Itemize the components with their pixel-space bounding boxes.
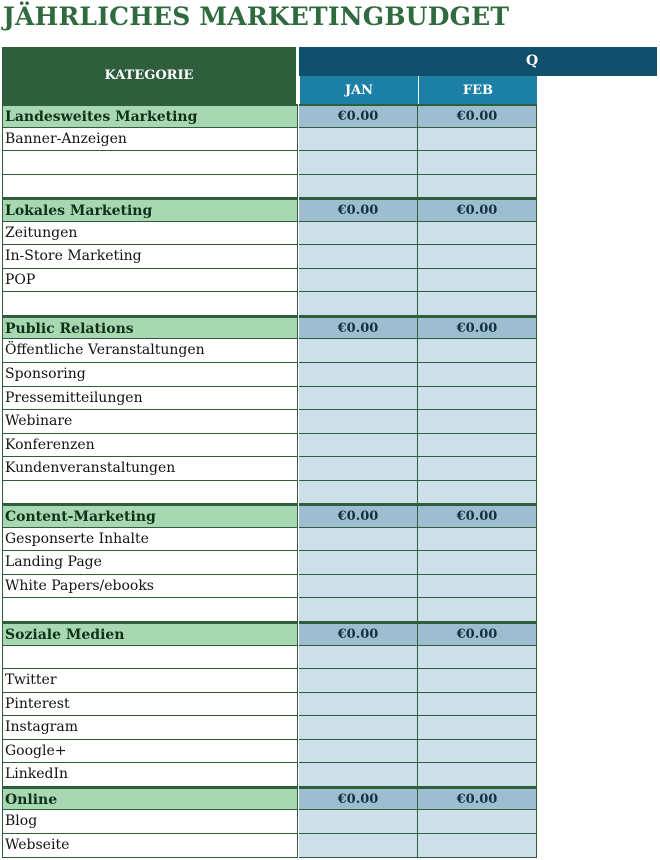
jan-value-cell[interactable]: €0.00 xyxy=(299,104,418,128)
feb-value-cell[interactable] xyxy=(418,457,537,481)
jan-value-cell[interactable] xyxy=(299,292,418,316)
jan-value-cell[interactable] xyxy=(299,810,418,834)
category-cell[interactable]: Gesponserte Inhalte xyxy=(2,528,298,552)
jan-value-cell[interactable] xyxy=(299,175,418,199)
table-row xyxy=(2,693,537,717)
category-column-header[interactable]: KATEGORIE xyxy=(2,47,298,104)
feb-value-cell[interactable] xyxy=(418,387,537,411)
category-cell[interactable] xyxy=(2,151,298,175)
category-cell[interactable]: Öffentliche Veranstaltungen xyxy=(2,339,298,363)
table-row xyxy=(2,363,537,387)
jan-value-cell[interactable] xyxy=(299,598,418,622)
feb-value-cell[interactable] xyxy=(418,528,537,552)
table-row xyxy=(2,245,537,269)
feb-value-cell[interactable] xyxy=(418,669,537,693)
jan-value-cell[interactable] xyxy=(299,363,418,387)
section-row xyxy=(2,504,537,528)
section-row xyxy=(2,104,537,128)
table-body xyxy=(2,104,537,858)
jan-value-cell[interactable]: €0.00 xyxy=(299,316,418,340)
category-cell[interactable] xyxy=(2,175,298,199)
category-cell[interactable]: White Papers/ebooks xyxy=(2,575,298,599)
jan-value-cell[interactable] xyxy=(299,245,418,269)
section-label-cell[interactable]: Lokales Marketing xyxy=(2,198,298,222)
jan-value-cell[interactable] xyxy=(299,151,418,175)
page-title: JÄHRLICHES MARKETINGBUDGET xyxy=(3,2,510,31)
category-cell[interactable]: POP xyxy=(2,269,298,293)
feb-value-cell[interactable] xyxy=(418,363,537,387)
table-row xyxy=(2,151,537,175)
table-row xyxy=(2,269,537,293)
feb-value-cell[interactable] xyxy=(418,763,537,787)
section-row xyxy=(2,198,537,222)
table-row xyxy=(2,222,537,246)
category-cell[interactable]: Zeitungen xyxy=(2,222,298,246)
table-row xyxy=(2,740,537,764)
jan-value-cell[interactable] xyxy=(299,481,418,505)
category-cell[interactable]: Landing Page xyxy=(2,551,298,575)
table-row xyxy=(2,810,537,834)
feb-value-cell[interactable] xyxy=(418,434,537,458)
jan-value-cell[interactable]: €0.00 xyxy=(299,198,418,222)
jan-value-cell[interactable] xyxy=(299,693,418,717)
jan-value-cell[interactable] xyxy=(299,387,418,411)
feb-value-cell[interactable] xyxy=(418,551,537,575)
feb-value-cell[interactable] xyxy=(418,646,537,670)
feb-value-cell[interactable] xyxy=(418,245,537,269)
jan-value-cell[interactable] xyxy=(299,222,418,246)
jan-value-cell[interactable] xyxy=(299,669,418,693)
category-cell[interactable]: Konferenzen xyxy=(2,434,298,458)
jan-value-cell[interactable]: €0.00 xyxy=(299,622,418,646)
feb-value-cell[interactable] xyxy=(418,292,537,316)
section-row xyxy=(2,622,537,646)
jan-value-cell[interactable] xyxy=(299,763,418,787)
jan-value-cell[interactable]: €0.00 xyxy=(299,787,418,811)
feb-value-cell[interactable] xyxy=(418,481,537,505)
section-label-cell[interactable]: Soziale Medien xyxy=(2,622,298,646)
table-row xyxy=(2,175,537,199)
feb-value-cell[interactable] xyxy=(418,269,537,293)
table-row xyxy=(2,292,537,316)
feb-value-cell[interactable] xyxy=(418,175,537,199)
section-row xyxy=(2,787,537,811)
jan-value-cell[interactable] xyxy=(299,128,418,152)
feb-value-cell[interactable] xyxy=(418,410,537,434)
table-row xyxy=(2,646,537,670)
feb-value-cell[interactable] xyxy=(418,339,537,363)
section-label-cell[interactable]: Landesweites Marketing xyxy=(2,104,298,128)
table-row xyxy=(2,763,537,787)
table-row xyxy=(2,410,537,434)
category-cell[interactable]: Webseite xyxy=(2,834,298,858)
category-cell[interactable]: Pinterest xyxy=(2,693,298,717)
feb-value-cell[interactable]: €0.00 xyxy=(418,316,537,340)
table-row xyxy=(2,669,537,693)
feb-value-cell[interactable] xyxy=(418,693,537,717)
feb-value-cell[interactable] xyxy=(418,834,537,858)
feb-value-cell[interactable]: €0.00 xyxy=(418,104,537,128)
table-row xyxy=(2,575,537,599)
jan-value-cell[interactable] xyxy=(299,269,418,293)
feb-value-cell[interactable]: €0.00 xyxy=(418,622,537,646)
category-cell[interactable]: Webinare xyxy=(2,410,298,434)
month-header-feb[interactable]: FEB xyxy=(418,76,537,104)
jan-value-cell[interactable]: €0.00 xyxy=(299,504,418,528)
category-cell[interactable]: Google+ xyxy=(2,740,298,764)
category-cell[interactable] xyxy=(2,646,298,670)
category-cell[interactable]: Twitter xyxy=(2,669,298,693)
category-cell[interactable]: Pressemitteilungen xyxy=(2,387,298,411)
jan-value-cell[interactable] xyxy=(299,410,418,434)
jan-value-cell[interactable] xyxy=(299,434,418,458)
jan-value-cell[interactable] xyxy=(299,740,418,764)
table-row xyxy=(2,834,537,858)
category-cell[interactable]: LinkedIn xyxy=(2,763,298,787)
jan-value-cell[interactable] xyxy=(299,834,418,858)
section-label-cell[interactable]: Public Relations xyxy=(2,316,298,340)
feb-value-cell[interactable] xyxy=(418,740,537,764)
table-row xyxy=(2,598,537,622)
month-header-jan[interactable]: JAN xyxy=(299,76,418,104)
category-cell[interactable] xyxy=(2,598,298,622)
table-row xyxy=(2,387,537,411)
feb-value-cell[interactable] xyxy=(418,598,537,622)
feb-value-cell[interactable] xyxy=(418,716,537,740)
section-label-cell[interactable]: Online xyxy=(2,787,298,811)
table-row xyxy=(2,434,537,458)
quarter-header[interactable] xyxy=(299,47,657,76)
category-cell[interactable]: Banner-Anzeigen xyxy=(2,128,298,152)
feb-value-cell[interactable]: €0.00 xyxy=(418,787,537,811)
category-cell[interactable]: Blog xyxy=(2,810,298,834)
jan-value-cell[interactable] xyxy=(299,528,418,552)
jan-value-cell[interactable] xyxy=(299,551,418,575)
jan-value-cell[interactable] xyxy=(299,457,418,481)
section-row xyxy=(2,316,537,340)
table-row xyxy=(2,128,537,152)
jan-value-cell[interactable] xyxy=(299,716,418,740)
feb-value-cell[interactable] xyxy=(418,128,537,152)
table-row xyxy=(2,528,537,552)
category-cell[interactable]: In-Store Marketing xyxy=(2,245,298,269)
category-cell[interactable] xyxy=(2,481,298,505)
feb-value-cell[interactable] xyxy=(418,575,537,599)
section-label-cell[interactable]: Content-Marketing xyxy=(2,504,298,528)
feb-value-cell[interactable] xyxy=(418,222,537,246)
table-row xyxy=(2,481,537,505)
table-row xyxy=(2,551,537,575)
category-cell[interactable] xyxy=(2,292,298,316)
category-cell[interactable]: Kundenveranstaltungen xyxy=(2,457,298,481)
category-cell[interactable]: Sponsoring xyxy=(2,363,298,387)
quarter-label: Q xyxy=(526,53,539,69)
feb-value-cell[interactable] xyxy=(418,151,537,175)
category-cell[interactable]: Instagram xyxy=(2,716,298,740)
jan-value-cell[interactable] xyxy=(299,646,418,670)
table-row xyxy=(2,339,537,363)
feb-value-cell[interactable]: €0.00 xyxy=(418,198,537,222)
table-row xyxy=(2,716,537,740)
jan-value-cell[interactable] xyxy=(299,339,418,363)
feb-value-cell[interactable]: €0.00 xyxy=(418,504,537,528)
table-row xyxy=(2,457,537,481)
feb-value-cell[interactable] xyxy=(418,810,537,834)
jan-value-cell[interactable] xyxy=(299,575,418,599)
